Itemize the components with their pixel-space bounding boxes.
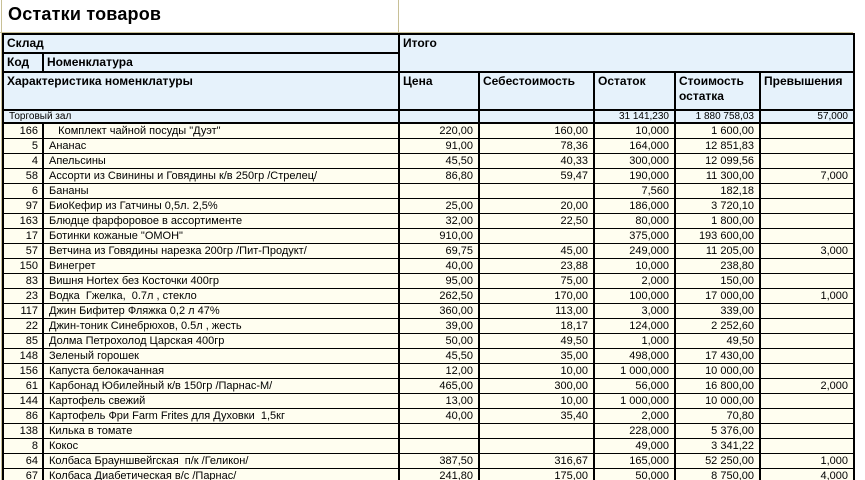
cell-excess[interactable] <box>760 438 854 453</box>
cell-cost[interactable]: 75,00 <box>479 273 594 288</box>
cell-cost[interactable]: 49,50 <box>479 333 594 348</box>
cell-name[interactable]: Водка Гжелка, 0.7л , стекло <box>43 288 399 303</box>
cell-code[interactable]: 83 <box>3 273 43 288</box>
cell-qty[interactable]: 50,000 <box>594 468 675 480</box>
cell-cost[interactable]: 10,00 <box>479 363 594 378</box>
cell-excess[interactable]: 2,000 <box>760 378 854 393</box>
cell-code[interactable]: 156 <box>3 363 43 378</box>
cell-stock-value[interactable]: 1 600,00 <box>675 123 760 138</box>
table-row <box>3 183 854 198</box>
cell-cost[interactable]: 35,40 <box>479 408 594 423</box>
cell-price[interactable]: 13,00 <box>399 393 479 408</box>
table-row <box>3 453 854 468</box>
sheet-grid-line-middle <box>398 0 399 33</box>
cell-price[interactable]: 25,00 <box>399 198 479 213</box>
cell-cost[interactable] <box>479 228 594 243</box>
cell-price[interactable]: 39,00 <box>399 318 479 333</box>
table-row <box>3 168 854 183</box>
cell-price[interactable]: 40,00 <box>399 258 479 273</box>
cell-qty[interactable]: 10,000 <box>594 123 675 138</box>
cell-cost[interactable]: 10,00 <box>479 393 594 408</box>
group-row-stock-value[interactable]: 1 880 758,03 <box>675 110 760 123</box>
group-row-cost[interactable] <box>479 110 594 123</box>
cell-code[interactable]: 61 <box>3 378 43 393</box>
cell-stock-value[interactable]: 10 000,00 <box>675 393 760 408</box>
cell-code[interactable]: 117 <box>3 303 43 318</box>
cell-stock-value[interactable]: 11 205,00 <box>675 243 760 258</box>
cell-cost[interactable]: 45,00 <box>479 243 594 258</box>
cell-qty[interactable]: 49,000 <box>594 438 675 453</box>
cell-excess[interactable] <box>760 423 854 438</box>
cell-name[interactable]: Ветчина из Говядины нарезка 200гр /Пит-Продукт/ <box>43 243 399 258</box>
rows-body <box>3 123 854 480</box>
table-row <box>3 258 854 273</box>
cell-name[interactable]: Ассорти из Свинины и Говядины к/в 250гр /Стрелец/ <box>43 168 399 183</box>
table-row <box>3 243 854 258</box>
header-body <box>3 34 854 123</box>
cell-code[interactable]: 6 <box>3 183 43 198</box>
cell-excess[interactable] <box>760 228 854 243</box>
table-row <box>3 363 854 378</box>
cell-stock-value[interactable]: 1 800,00 <box>675 213 760 228</box>
cell-name[interactable]: Джин Бифитер Фляжка 0,2 л 47% <box>43 303 399 318</box>
cell-stock-value[interactable]: 339,00 <box>675 303 760 318</box>
cell-qty[interactable]: 1 000,000 <box>594 363 675 378</box>
cell-code[interactable]: 8 <box>3 438 43 453</box>
cell-cost[interactable]: 113,00 <box>479 303 594 318</box>
cell-price[interactable]: 465,00 <box>399 378 479 393</box>
cell-excess[interactable] <box>760 348 854 363</box>
table-row <box>3 333 854 348</box>
group-row-qty[interactable]: 31 141,230 <box>594 110 675 123</box>
cell-stock-value[interactable]: 70,80 <box>675 408 760 423</box>
cell-price[interactable]: 69,75 <box>399 243 479 258</box>
cell-price[interactable]: 50,00 <box>399 333 479 348</box>
header-cell-nomenclature[interactable]: Номенклатура <box>43 53 399 72</box>
cell-qty[interactable]: 100,000 <box>594 288 675 303</box>
cell-stock-value[interactable]: 12 851,83 <box>675 138 760 153</box>
header-cell-cost[interactable]: Себестоимость <box>479 72 594 110</box>
cell-price[interactable]: 91,00 <box>399 138 479 153</box>
table-row <box>3 303 854 318</box>
header-cell-warehouse[interactable]: Склад <box>3 34 399 53</box>
group-row-excess[interactable]: 57,000 <box>760 110 854 123</box>
cell-name[interactable]: Картофель свежий <box>43 393 399 408</box>
header-cell-characteristic[interactable]: Характеристика номенклатуры <box>3 72 399 110</box>
cell-code[interactable]: 17 <box>3 228 43 243</box>
table-row <box>3 273 854 288</box>
table-row <box>3 288 854 303</box>
cell-price[interactable]: 86,80 <box>399 168 479 183</box>
cell-price[interactable]: 45,50 <box>399 153 479 168</box>
cell-price[interactable]: 387,50 <box>399 453 479 468</box>
cell-qty[interactable]: 165,000 <box>594 453 675 468</box>
cell-cost[interactable]: 35,00 <box>479 348 594 363</box>
cell-stock-value[interactable]: 2 252,60 <box>675 318 760 333</box>
cell-stock-value[interactable]: 11 300,00 <box>675 168 760 183</box>
cell-stock-value[interactable]: 12 099,56 <box>675 153 760 168</box>
table-row <box>3 228 854 243</box>
cell-code[interactable]: 58 <box>3 168 43 183</box>
cell-excess[interactable] <box>760 303 854 318</box>
cell-cost[interactable] <box>479 183 594 198</box>
cell-code[interactable]: 22 <box>3 318 43 333</box>
cell-cost[interactable]: 20,00 <box>479 198 594 213</box>
cell-name[interactable]: Джин-тоник Синебрюхов, 0.5л , жесть <box>43 318 399 333</box>
cell-qty[interactable]: 249,000 <box>594 243 675 258</box>
cell-price[interactable]: 40,00 <box>399 408 479 423</box>
cell-qty[interactable]: 1,000 <box>594 333 675 348</box>
cell-name[interactable]: Комплект чайной посуды "Дуэт" <box>43 123 399 138</box>
cell-cost[interactable]: 22,50 <box>479 213 594 228</box>
header-cell-total[interactable]: Итого <box>399 34 854 72</box>
cell-stock-value[interactable]: 5 376,00 <box>675 423 760 438</box>
cell-name[interactable]: Зеленый горошек <box>43 348 399 363</box>
cell-excess[interactable] <box>760 318 854 333</box>
cell-cost[interactable]: 316,67 <box>479 453 594 468</box>
cell-qty[interactable]: 186,000 <box>594 198 675 213</box>
cell-cost[interactable]: 175,00 <box>479 468 594 480</box>
cell-name[interactable]: БиоКефир из Гатчины 0,5л. 2,5% <box>43 198 399 213</box>
cell-price[interactable]: 12,00 <box>399 363 479 378</box>
cell-excess[interactable]: 1,000 <box>760 288 854 303</box>
cell-name[interactable]: Карбонад Юбилейный к/в 150гр /Парнас-М/ <box>43 378 399 393</box>
cell-code[interactable]: 4 <box>3 153 43 168</box>
table-row <box>3 153 854 168</box>
cell-stock-value[interactable]: 150,00 <box>675 273 760 288</box>
cell-cost[interactable]: 23,88 <box>479 258 594 273</box>
cell-name[interactable]: Колбаса Брауншвейгская п/к /Геликон/ <box>43 453 399 468</box>
cell-cost[interactable]: 78,36 <box>479 138 594 153</box>
cell-name[interactable]: Вишня Hortex без Косточки 400гр <box>43 273 399 288</box>
cell-qty[interactable]: 164,000 <box>594 138 675 153</box>
cell-excess[interactable] <box>760 258 854 273</box>
table-row <box>3 198 854 213</box>
table-row <box>3 318 854 333</box>
cell-qty[interactable]: 228,000 <box>594 423 675 438</box>
group-row-price[interactable] <box>399 110 479 123</box>
cell-price[interactable]: 262,50 <box>399 288 479 303</box>
cell-cost[interactable]: 300,00 <box>479 378 594 393</box>
cell-qty[interactable]: 498,000 <box>594 348 675 363</box>
cell-name[interactable]: Бананы <box>43 183 399 198</box>
table-row <box>3 393 854 408</box>
cell-excess[interactable] <box>760 183 854 198</box>
cell-code[interactable]: 57 <box>3 243 43 258</box>
cell-stock-value[interactable]: 17 430,00 <box>675 348 760 363</box>
cell-price[interactable] <box>399 438 479 453</box>
cell-code[interactable]: 67 <box>3 468 43 480</box>
cell-qty[interactable]: 10,000 <box>594 258 675 273</box>
cell-qty[interactable]: 1 000,000 <box>594 393 675 408</box>
cell-excess[interactable] <box>760 153 854 168</box>
cell-qty[interactable]: 3,000 <box>594 303 675 318</box>
cell-excess[interactable] <box>760 123 854 138</box>
header-cell-qty[interactable]: Остаток <box>594 72 675 110</box>
cell-name[interactable]: Долма Петрохолод Царская 400гр <box>43 333 399 348</box>
table-row <box>3 423 854 438</box>
report-title: Остатки товаров <box>8 4 162 24</box>
table-row <box>3 468 854 480</box>
cell-price[interactable]: 910,00 <box>399 228 479 243</box>
cell-cost[interactable]: 170,00 <box>479 288 594 303</box>
cell-price[interactable]: 220,00 <box>399 123 479 138</box>
cell-price[interactable]: 45,50 <box>399 348 479 363</box>
cell-excess[interactable] <box>760 138 854 153</box>
cell-stock-value[interactable]: 16 800,00 <box>675 378 760 393</box>
cell-price[interactable] <box>399 423 479 438</box>
table-row <box>3 408 854 423</box>
header-cell-stock-value[interactable]: Стоимость остатка <box>675 72 760 110</box>
cell-excess[interactable]: 1,000 <box>760 453 854 468</box>
table-row <box>3 438 854 453</box>
cell-qty[interactable]: 2,000 <box>594 273 675 288</box>
cell-stock-value[interactable]: 3 341,22 <box>675 438 760 453</box>
cell-code[interactable]: 86 <box>3 408 43 423</box>
cell-excess[interactable]: 4,000 <box>760 468 854 480</box>
cell-stock-value[interactable]: 3 720,10 <box>675 198 760 213</box>
cell-qty[interactable]: 56,000 <box>594 378 675 393</box>
cell-code[interactable]: 23 <box>3 288 43 303</box>
cell-excess[interactable] <box>760 363 854 378</box>
table-row <box>3 213 854 228</box>
cell-cost[interactable]: 59,47 <box>479 168 594 183</box>
cell-excess[interactable]: 3,000 <box>760 243 854 258</box>
cell-cost[interactable]: 160,00 <box>479 123 594 138</box>
cell-code[interactable]: 166 <box>3 123 43 138</box>
cell-price[interactable] <box>399 183 479 198</box>
cell-code[interactable]: 64 <box>3 453 43 468</box>
cell-name[interactable]: Кокос <box>43 438 399 453</box>
cell-qty[interactable]: 124,000 <box>594 318 675 333</box>
cell-excess[interactable] <box>760 333 854 348</box>
cell-price[interactable]: 32,00 <box>399 213 479 228</box>
group-row-name[interactable]: Торговый зал <box>3 110 399 123</box>
cell-price[interactable]: 95,00 <box>399 273 479 288</box>
stock-table <box>2 33 855 480</box>
cell-name[interactable]: Капуста белокачанная <box>43 363 399 378</box>
cell-cost[interactable]: 18,17 <box>479 318 594 333</box>
cell-stock-value[interactable]: 238,80 <box>675 258 760 273</box>
cell-name[interactable]: Картофель Фри Farm Frites для Духовки 1,5кг <box>43 408 399 423</box>
cell-price[interactable]: 360,00 <box>399 303 479 318</box>
cell-qty[interactable]: 300,000 <box>594 153 675 168</box>
cell-excess[interactable]: 7,000 <box>760 168 854 183</box>
cell-name[interactable]: Килька в томате <box>43 423 399 438</box>
cell-stock-value[interactable]: 193 600,00 <box>675 228 760 243</box>
table-row <box>3 123 854 138</box>
cell-qty[interactable]: 7,560 <box>594 183 675 198</box>
cell-excess[interactable] <box>760 393 854 408</box>
cell-name[interactable]: Колбаса Диабетическая в/с /Парнас/ <box>43 468 399 480</box>
cell-code[interactable]: 144 <box>3 393 43 408</box>
cell-name[interactable]: Винегрет <box>43 258 399 273</box>
cell-qty[interactable]: 375,000 <box>594 228 675 243</box>
cell-cost[interactable] <box>479 423 594 438</box>
cell-qty[interactable]: 190,000 <box>594 168 675 183</box>
cell-excess[interactable] <box>760 408 854 423</box>
cell-code[interactable]: 163 <box>3 213 43 228</box>
header-cell-excess[interactable]: Превышения <box>760 72 854 110</box>
cell-cost[interactable]: 40,33 <box>479 153 594 168</box>
header-cell-price[interactable]: Цена <box>399 72 479 110</box>
cell-excess[interactable] <box>760 213 854 228</box>
table-row <box>3 348 854 363</box>
cell-name[interactable]: Апельсины <box>43 153 399 168</box>
cell-cost[interactable] <box>479 438 594 453</box>
cell-name[interactable]: Блюдце фарфоровое в ассортименте <box>43 213 399 228</box>
cell-name[interactable]: Ананас <box>43 138 399 153</box>
cell-stock-value[interactable]: 8 750,00 <box>675 468 760 480</box>
cell-code[interactable]: 148 <box>3 348 43 363</box>
cell-qty[interactable]: 2,000 <box>594 408 675 423</box>
cell-stock-value[interactable]: 52 250,00 <box>675 453 760 468</box>
cell-code[interactable]: 97 <box>3 198 43 213</box>
cell-name[interactable]: Ботинки кожаные "ОМОН" <box>43 228 399 243</box>
cell-code[interactable]: 150 <box>3 258 43 273</box>
table-row <box>3 138 854 153</box>
cell-stock-value[interactable]: 17 000,00 <box>675 288 760 303</box>
cell-code[interactable]: 5 <box>3 138 43 153</box>
cell-code[interactable]: 85 <box>3 333 43 348</box>
cell-excess[interactable] <box>760 198 854 213</box>
cell-code[interactable]: 138 <box>3 423 43 438</box>
group-row <box>3 110 854 123</box>
cell-stock-value[interactable]: 49,50 <box>675 333 760 348</box>
cell-stock-value[interactable]: 182,18 <box>675 183 760 198</box>
cell-price[interactable]: 241,80 <box>399 468 479 480</box>
header-cell-code[interactable]: Код <box>3 53 43 72</box>
cell-excess[interactable] <box>760 273 854 288</box>
table-row <box>3 378 854 393</box>
cell-qty[interactable]: 80,000 <box>594 213 675 228</box>
cell-stock-value[interactable]: 10 000,00 <box>675 363 760 378</box>
